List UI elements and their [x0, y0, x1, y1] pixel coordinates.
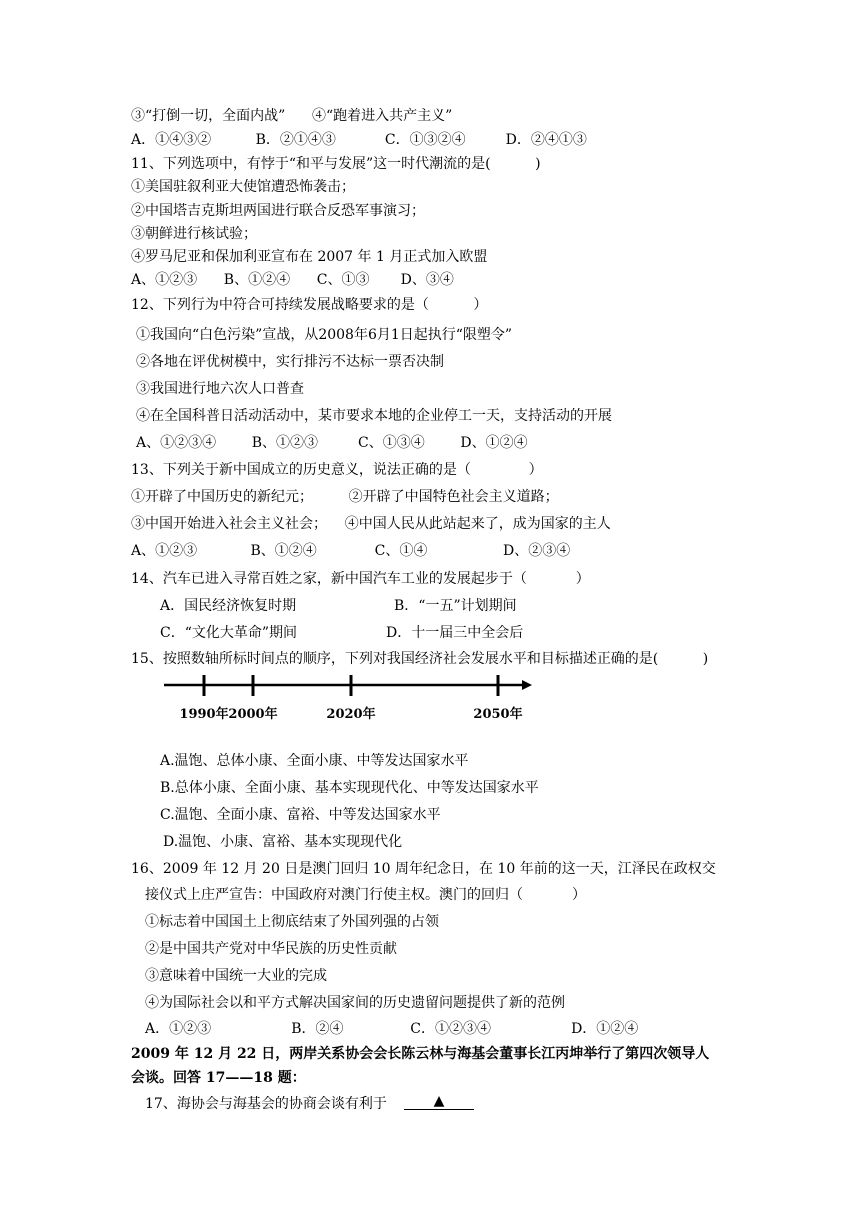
text-line: 会谈。回答 17——18 题： — [131, 1070, 306, 1086]
text-line: ④为国际社会以和平方式解决国家间的历史遗留问题提供了新的范例 — [145, 995, 565, 1011]
axis-arrow-icon — [522, 680, 532, 690]
text-line: B.总体小康、全面小康、基本实现现代化、中等发达国家水平 — [160, 780, 539, 796]
text-line: ③中国开始进入社会主义社会； ④中国人民从此站起来了，成为国家的主人 — [131, 516, 611, 532]
text-line: ③意味着中国统一大业的完成 — [145, 968, 327, 984]
text-line: ④罗马尼亚和保加利亚宣布在 2007 年 1 月正式加入欧盟 — [131, 249, 488, 265]
text-line: ①美国驻叙利亚大使馆遭恐怖袭击； — [131, 179, 355, 195]
text-line: ②中国塔吉克斯坦两国进行联合反恐军事演习； — [131, 203, 425, 219]
text-line: A．①②③ B．②④ C．①②③④ D．①②④ — [145, 1021, 639, 1037]
text-line: A、①②③ B、①②④ C、①④ D、②③④ — [131, 543, 571, 559]
text-line: 16、2009 年 12 月 20 日是澳门回归 10 周年纪念日，在 10 年前的这一天，江泽民在政权交 — [131, 861, 716, 877]
text-line: 15、按照数轴所标时间点的顺序，下列对我国经济社会发展水平和目标描述正确的是( ) — [131, 651, 709, 667]
text-line: C．“文化大革命”期间 D．十一届三中全会后 — [160, 625, 524, 641]
text-line: ③“打倒一切，全面内战” ④“跑着进入共产主义” — [131, 108, 453, 124]
text-line: 2009 年 12 月 22 日，两岸关系协会会长陈云林与海基会董事长江丙坤举行了第四次领导人 — [131, 1046, 710, 1062]
text-line: ①标志着中国国土上彻底结束了外国列强的占领 — [145, 914, 439, 930]
text-line: ②是中国共产党对中华民族的历史性贡献 — [145, 941, 397, 957]
text-line: 12、下列行为中符合可持续发展战略要求的是（ ） — [131, 297, 488, 313]
timeline-tick-label: 2050年 — [473, 707, 523, 722]
text-line: ③我国进行地六次人口普查 — [136, 381, 304, 397]
text-line: 接仪式上庄严宣告：中国政府对澳门行使主权。澳门的回归（ ） — [145, 887, 586, 903]
text-line: ②各地在评优树模中，实行排污不达标一票否决制 — [136, 354, 444, 370]
text-line: A．国民经济恢复时期 B．“一五”计划期间 — [160, 598, 517, 614]
text-line: C.温饱、全面小康、富裕、中等发达国家水平 — [160, 807, 441, 823]
text-line: 11、下列选项中，有悖于“和平与发展”这一时代潮流的是( ) — [131, 156, 541, 172]
text-line: D.温饱、小康、富裕、基本实现现代化 — [163, 834, 403, 850]
text-line: A、①②③ B、①②④ C、①③ D、③④ — [131, 272, 454, 288]
text-line: A、①②③④ B、①②③ C、①③④ D、①②④ — [136, 435, 528, 451]
timeline-tick-label: 2000年 — [228, 707, 278, 722]
text-line: ④在全国科普日活动活动中，某市要求本地的企业停工一天，支持活动的开展 — [136, 408, 612, 424]
text-line: ①开辟了中国历史的新纪元； ②开辟了中国特色社会主义道路； — [131, 489, 559, 505]
text-line: A.温饱、总体小康、全面小康、中等发达国家水平 — [160, 753, 469, 769]
text-line: 17、海协会与海基会的协商会谈有利于 — [145, 1096, 387, 1112]
timeline-tick-label: 1990年 — [179, 707, 229, 722]
text-line: ③朝鲜进行核试验； — [131, 226, 257, 242]
text-line: ①我国向“白色污染”宣战，从2008年6月1日起执行“限塑令” — [136, 327, 513, 343]
answer-blank: ▲ — [404, 1093, 474, 1110]
text-line: 14、汽车已进入寻常百姓之家，新中国汽车工业的发展起步于（ ） — [131, 571, 590, 587]
timeline-tick-label: 2020年 — [326, 707, 376, 722]
number-line-diagram — [160, 670, 550, 730]
text-line: 13、下列关于新中国成立的历史意义，说法正确的是（ ） — [131, 462, 543, 478]
text-line: A．①④③② B．②①④③ C．①③②④ D．②④①③ — [131, 132, 587, 148]
